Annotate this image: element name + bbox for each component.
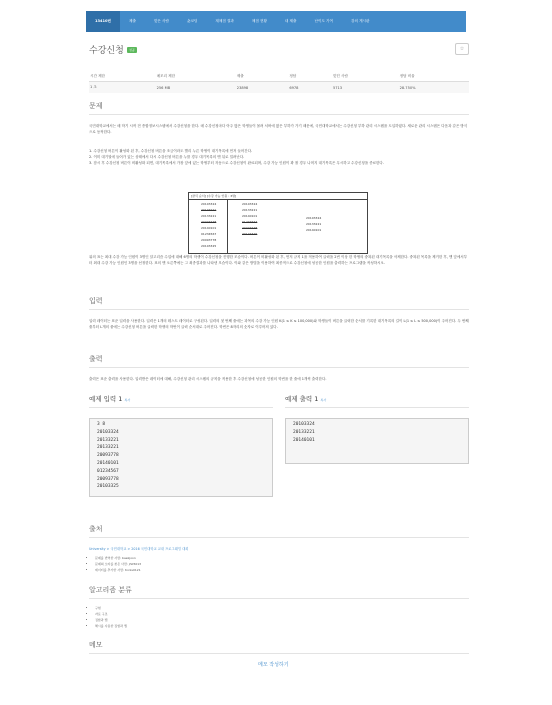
output-text: 출력은 표준 출력을 사용한다. 입력받은 데이터에 대해, 수강신청 관리 시스템의 규칙을 적용한 후 수강신청에 성공한 인원의 학번을 한 줄에 1개씩 출력한다. xyxy=(89,377,327,381)
output-heading: 출력 xyxy=(89,355,103,363)
divider xyxy=(89,309,469,310)
page-title: 수강신청 xyxy=(89,46,124,56)
rule-item: 2. 이미 대기열에 들어가 있는 상태에서 다시 수강신청 버튼을 누를 경우 대기목록의 맨 뒤로 밀려난다. xyxy=(89,155,245,159)
write-memo-button[interactable]: 메모 작성하기 xyxy=(258,662,289,668)
example-line: 20140101 xyxy=(293,437,315,443)
example-input-title xyxy=(89,394,130,403)
problem-nav xyxy=(86,11,466,32)
stats-header: 메모리 제한 xyxy=(156,71,236,82)
example-line: 20093778 xyxy=(97,453,119,459)
copy-input-button[interactable]: 복사 xyxy=(124,398,131,402)
figure-entry: 20140101 xyxy=(306,228,322,232)
divider xyxy=(89,407,273,408)
figure-click-order xyxy=(201,201,216,249)
source-item[interactable]: • 문제를 번역한 사람: baekjoon xyxy=(95,555,141,561)
tag-item[interactable]: • 집합과 맵 xyxy=(95,617,127,623)
example-line: 20133221 xyxy=(293,429,315,435)
input-text: 입력 데이터는 표준 입력을 사용한다. 입력은 1개의 테스트 데이터로 구성된다. 입력의 첫 번째 줄에는 과목의 수강 가능 인원 K(1 ≤ K ≤ 100,000)와 학생들이 버튼을 클릭한 순서를 기록한 대기목록의 길이 L(1 ≤ L ≤ 500,000)이 주어진다. 두 번째 줄부터 L개의 줄에는 수강신청 버튼을 클릭한 학생의 학번이 클릭 순서대로 주어진다. 학번은 8자리의 숫자로 이루어져 있다. xyxy=(89,319,469,329)
figure-divider xyxy=(189,199,367,200)
example-line: 20093778 xyxy=(97,476,119,482)
divider xyxy=(89,367,469,368)
source-heading: 출처 xyxy=(89,525,103,533)
nav-tab[interactable]: 재채점 결과 xyxy=(215,19,234,23)
stats-cell: 28.750% xyxy=(399,82,469,94)
stats-cell: 1 초 xyxy=(89,82,156,94)
figure-entry: 20103325 xyxy=(201,244,217,248)
example-line: 01234567 xyxy=(97,468,119,474)
example-input-title-text: 예제 입력 1 xyxy=(89,395,123,403)
source-list xyxy=(89,555,141,573)
stats-header: 맞힌 사람 xyxy=(332,71,399,82)
example-line: 20133221 xyxy=(97,437,119,443)
figure-entry: 20133221 xyxy=(242,208,258,212)
figure-entry: 20093778 xyxy=(201,238,217,242)
star-button[interactable]: ☆ xyxy=(455,43,469,55)
example-line: 20103324 xyxy=(293,422,315,427)
stats-cell: 256 MB xyxy=(156,82,236,94)
nav-tab[interactable]: 제출 xyxy=(128,19,136,23)
stats-cell: 5713 xyxy=(332,82,399,94)
example-line: 20133221 xyxy=(97,445,119,451)
example-output-title-text: 예제 출력 1 xyxy=(285,395,319,403)
divider xyxy=(285,407,469,408)
rule-item: 1. 수강신청 버튼이 활성화 된 후, 수강신청 버튼을 조금이라도 빨리 누른 학생이 대기목록에 먼저 들어간다. xyxy=(89,149,253,153)
figure-entry: 20140101 xyxy=(201,226,217,230)
figure-entry: 20133221 xyxy=(201,208,217,212)
figure-result xyxy=(306,215,321,233)
tag-list xyxy=(89,605,127,629)
divider xyxy=(89,537,469,538)
example-line: 20103324 xyxy=(97,429,119,435)
source-item[interactable]: • 문제의 오타를 찾은 사람: jh05013 xyxy=(95,561,141,567)
figure-entry: 20103324 xyxy=(306,216,322,220)
figure-table xyxy=(188,192,368,254)
rule-item: 3. 잠시 후 수강신청 버튼이 비활성화 되면, 대기목록에서 가장 앞에 있는 학생부터 자동으로 수강신청이 완료되며, 수강 가능 인원이 꽉 찰 경우 나머지 대기목록은 무시하고 수강신청을 종료한다. xyxy=(89,161,384,165)
stats-header: 시간 제한 xyxy=(89,71,156,82)
nav-tab[interactable]: 맞은 사람 xyxy=(153,19,169,23)
stats-cell: 23898 xyxy=(236,82,289,94)
problem-intro: 국민대학교에서는 매 학기 시작 전 종합정보시스템에서 수강신청을 한다. 매 수강신청마다 아주 많은 학생들이 몰려 서버에 많은 부하가 가기 때문에, 국민대학교에서는 수강신청 부하 관리 시스템을 도입하였다. 새로운 관리 시스템은 다음과 같은 방식으로 동작한다. xyxy=(89,124,468,134)
figure-caption: [클릭 순서] [수강 가능 인원 : 3명] xyxy=(191,194,237,198)
stats-header: 정답 비율 xyxy=(399,71,469,82)
stats-header: 제출 xyxy=(236,71,289,82)
figure-entry: 20103324 xyxy=(201,202,217,206)
stats-header: 정답 xyxy=(288,71,332,82)
figure-entry: 20133221 xyxy=(201,214,217,218)
nav-tab[interactable]: 내 제출 xyxy=(284,19,297,23)
tag-item[interactable]: • 구현 xyxy=(95,605,127,611)
nav-tab[interactable]: 채점 현황 xyxy=(251,19,267,23)
figure-entry: 20133221 xyxy=(306,222,322,226)
figure-entry: 20093778 xyxy=(201,220,217,224)
example-line: 20103325 xyxy=(97,484,119,490)
problem-rules xyxy=(89,148,469,166)
tags-heading: 알고리즘 분류 xyxy=(89,586,132,594)
figure-entry: 20103325 xyxy=(242,232,258,236)
figure-column-divider xyxy=(227,199,228,253)
stats-cell: 6978 xyxy=(288,82,332,94)
source-link[interactable]: University > 국민대학교 > 2016 국민대학교 교내 프로그래밍 대회 xyxy=(89,547,189,551)
figure-entry: 20103324 xyxy=(242,202,258,206)
figure-entry: 20140101 xyxy=(242,214,258,218)
problem-heading: 문제 xyxy=(89,102,103,110)
example-input-box[interactable] xyxy=(89,418,273,497)
divider xyxy=(89,114,469,115)
stats-table xyxy=(89,71,469,93)
figure-queue xyxy=(242,201,257,237)
example-line: 3 8 xyxy=(97,422,106,427)
problem-outro: 위의 표는 최대 수강 가능 인원이 3명인 알고리즘 수업에 대해 6명의 학생이 수강신청을 진행한 모습이다. 버튼이 비활성화 된 후, 먼저 규칙 1을 적용하여 클릭을 2번 이상 한 학생의 중복된 대기목록을 삭제한다. 중복된 목록을 제거한 후, 맨 앞에서부터 최대 수강 가능 인원인 3명을 선정한다. 표의 맨 오른쪽에는 그 최종결과를 나타낸 모습이다. 이와 같은 방법을 이용하여 최종적으로 수강신청에 성공한 인원을 출력하는 프로그램을 작성하시오. xyxy=(89,255,467,265)
nav-tab[interactable]: 난이도 기여 xyxy=(314,19,333,23)
example-output-box[interactable] xyxy=(285,418,469,464)
divider xyxy=(89,598,469,599)
example-output-title xyxy=(285,394,326,403)
nav-tab[interactable]: 숏코딩 xyxy=(186,19,198,23)
example-line: 20140101 xyxy=(97,460,119,466)
tag-item[interactable]: • 자료 구조 xyxy=(95,611,127,617)
copy-output-button[interactable]: 복사 xyxy=(320,398,327,402)
nav-tab[interactable]: 강의 게시판 xyxy=(350,19,370,23)
figure-entry: 20093778 xyxy=(242,226,258,230)
status-badge: 성공 xyxy=(129,48,135,52)
nav-tab[interactable]: 13410번 xyxy=(86,11,120,32)
figure-entry: 01234567 xyxy=(242,220,258,224)
figure-entry: 01234567 xyxy=(201,232,217,236)
source-path xyxy=(89,546,188,552)
tag-item[interactable]: • 해시를 사용한 집합과 맵 xyxy=(95,623,127,629)
source-item[interactable]: • 데이터를 추가한 사람: tncks0121 xyxy=(95,567,141,573)
title-row xyxy=(89,43,469,59)
memo-heading: 메모 xyxy=(89,641,103,649)
input-heading: 입력 xyxy=(89,297,103,305)
divider xyxy=(89,653,469,654)
